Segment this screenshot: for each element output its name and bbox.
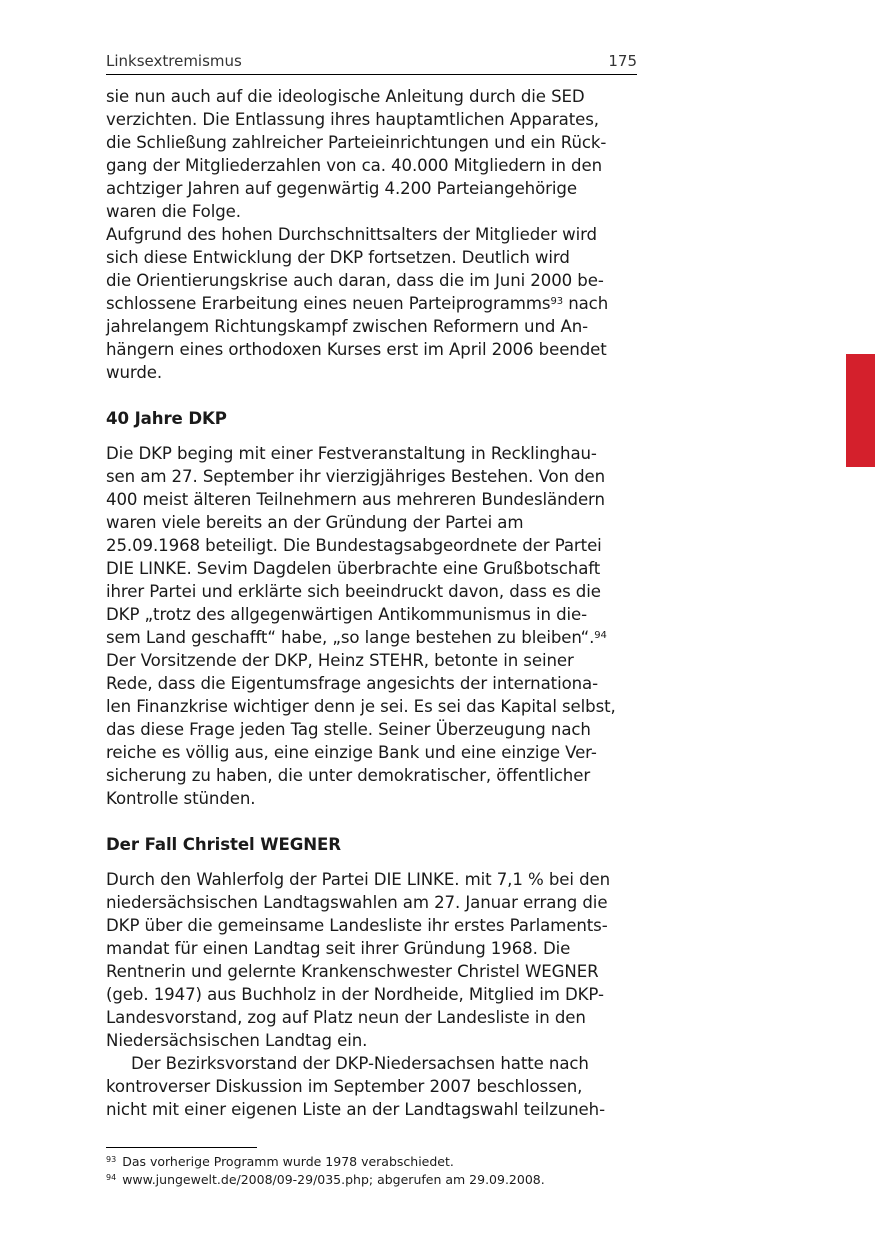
text-line: Der Bezirksvorstand der DKP-Niedersachsen hatte nach (131, 1054, 589, 1073)
footnote-number: 93 (106, 1155, 117, 1164)
text-line: die Schließung zahlreicher Parteieinrichtungen und ein Rück- (106, 133, 607, 152)
paragraph-1 (106, 85, 637, 384)
text-line: Kontrolle stünden. (106, 789, 256, 808)
body-text (106, 85, 637, 1121)
text-line: achtziger Jahren auf gegenwärtig 4.200 Parteiangehörige (106, 179, 577, 198)
line-text: sem Land geschafft“ habe, „so lange bestehen zu bleiben“. (106, 628, 595, 647)
text-line: wurde. (106, 363, 163, 382)
footnotes (106, 1152, 637, 1188)
text-line: DKP „trotz des allgegenwärtigen Antikommunismus in die- (106, 605, 588, 624)
text-line: DKP über die gemeinsame Landesliste ihr erstes Parlaments- (106, 916, 608, 935)
text-line (106, 292, 637, 315)
text-line: sen am 27. September ihr vierzigjähriges Bestehen. Von den (106, 467, 606, 486)
text-line: reiche es völlig aus, eine einzige Bank und eine einzige Ver- (106, 743, 597, 762)
footnote-ref-93[interactable]: 93 (550, 296, 564, 307)
text-line: DIE LINKE. Sevim Dagdelen überbrachte eine Grußbotschaft (106, 559, 601, 578)
text-line: Aufgrund des hohen Durchschnittsalters der Mitglieder wird (106, 225, 597, 244)
running-head (106, 50, 637, 72)
text-line: niedersächsischen Landtagswahlen am 27. Januar errang die (106, 893, 608, 912)
text-line: len Finanzkrise wichtiger denn je sei. Es sei das Kapital selbst, (106, 697, 616, 716)
footnote-number: 94 (106, 1173, 117, 1182)
text-line: gang der Mitgliederzahlen von ca. 40.000 Mitgliedern in den (106, 156, 602, 175)
footnote-94 (106, 1170, 637, 1188)
text-line: ihrer Partei und erklärte sich beeindruckt davon, dass es die (106, 582, 601, 601)
text-line: nicht mit einer eigenen Liste an der Landtagswahl teilzuneh- (106, 1100, 605, 1119)
text-line: verzichten. Die Entlassung ihres hauptamtlichen Apparates, (106, 110, 599, 129)
footnote-rule (106, 1147, 257, 1148)
text-line: Landesvorstand, zog auf Platz neun der Landesliste in den (106, 1008, 586, 1027)
text-line: sie nun auch auf die ideologische Anleitung durch die SED (106, 87, 585, 106)
text-line: Die DKP beging mit einer Festveranstaltung in Recklinghau- (106, 444, 597, 463)
text-line: Rentnerin und gelernte Krankenschwester Christel WEGNER (106, 962, 599, 981)
footnote-ref-94[interactable]: 94 (594, 630, 607, 641)
text-line: das diese Frage jeden Tag stelle. Seiner Überzeugung nach (106, 720, 591, 739)
section-heading-40-jahre-dkp: 40 Jahre DKP (106, 409, 227, 428)
text-line: sich diese Entwicklung der DKP fortsetzen. Deutlich wird (106, 248, 570, 267)
running-head-title: Linksextremismus (106, 52, 242, 70)
spacer (106, 856, 637, 868)
text-line: waren viele bereits an der Gründung der Partei am (106, 513, 524, 532)
text-line (106, 626, 637, 649)
text-line: (geb. 1947) aus Buchholz in der Nordheide, Mitglied im DKP- (106, 985, 604, 1004)
text-line: hängern eines orthodoxen Kurses erst im April 2006 beendet (106, 340, 607, 359)
text-line: kontroverser Diskussion im September 2007 beschlossen, (106, 1077, 583, 1096)
text-line: mandat für einen Landtag seit ihrer Gründung 1968. Die (106, 939, 571, 958)
paragraph-2 (106, 442, 637, 810)
footnote-text: www.jungewelt.de/2008/09-29/035.php; abgerufen am 29.09.2008. (122, 1172, 545, 1187)
text-line: waren die Folge. (106, 202, 241, 221)
text-line: Durch den Wahlerfolg der Partei DIE LINKE. mit 7,1 % bei den (106, 870, 611, 889)
line-text: schlossene Erarbeitung eines neuen Parteiprogramms (106, 294, 551, 313)
text-line: die Orientierungskrise auch daran, dass die im Juni 2000 be- (106, 271, 604, 290)
text-line: sicherung zu haben, die unter demokratischer, öffentlicher (106, 766, 591, 785)
page-number: 175 (608, 52, 637, 70)
header-rule (106, 74, 637, 75)
line-text: nach (563, 294, 609, 313)
text-line: Der Vorsitzende der DKP, Heinz STEHR, betonte in seiner (106, 651, 574, 670)
paragraph-4 (106, 1052, 637, 1121)
text-line: Rede, dass die Eigentumsfrage angesichts der internationa- (106, 674, 599, 693)
footnote-93 (106, 1152, 637, 1170)
section-thumb-tab (846, 354, 875, 467)
section-heading-fall-wegner: Der Fall Christel WEGNER (106, 835, 341, 854)
paragraph-3 (106, 868, 637, 1052)
text-line: jahrelangem Richtungskampf zwischen Reformern und An- (106, 317, 589, 336)
footnote-text: Das vorherige Programm wurde 1978 verabschiedet. (122, 1154, 454, 1169)
text-line: 25.09.1968 beteiligt. Die Bundestagsabgeordnete der Partei (106, 536, 602, 555)
spacer (106, 430, 637, 442)
text-line: Niedersächsischen Landtag ein. (106, 1031, 368, 1050)
text-line: 400 meist älteren Teilnehmern aus mehreren Bundesländern (106, 490, 605, 509)
spacer (106, 384, 637, 407)
spacer (106, 810, 637, 833)
